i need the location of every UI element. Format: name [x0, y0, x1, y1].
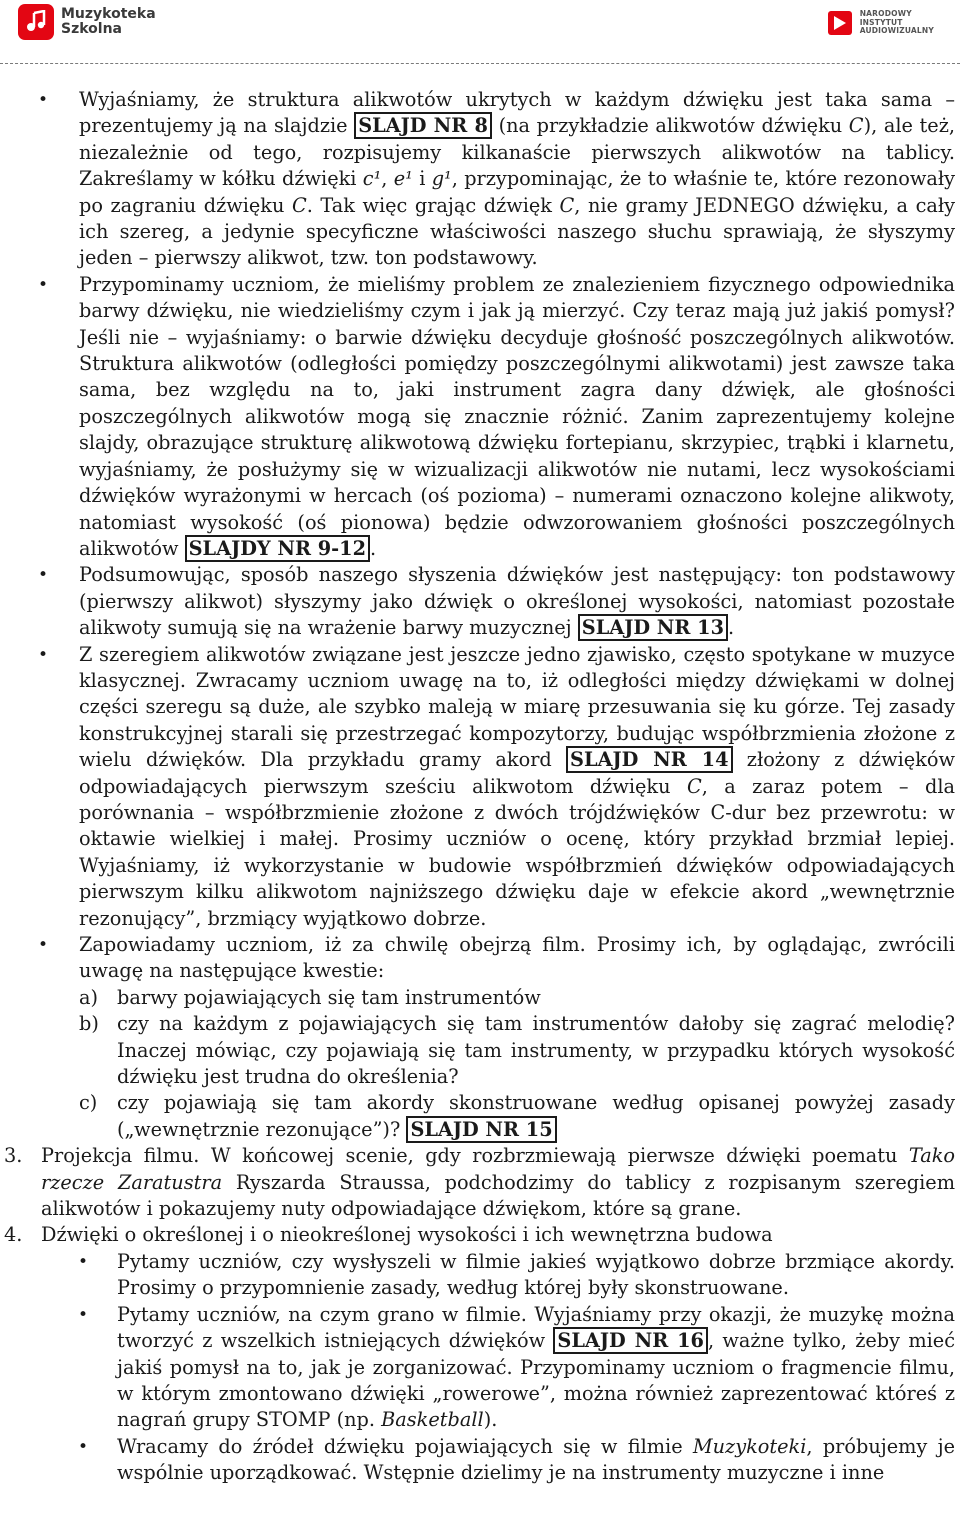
list-item-a: a) barwy pojawiających się tam instrumentów [79, 985, 541, 1009]
partner-line1: NARODOWY [859, 9, 912, 18]
bullet-paragraph-5: • Zapowiadamy uczniom, iż za chwilę obejrzą film. Prosimy ich, by oglądając, zwrócili uwagę na następujące kwestie: [0, 932, 960, 985]
play-icon [828, 11, 852, 35]
bullet-paragraph-4: • Z szeregiem alikwotów związane jest jeszcze jedno zjawisko, często spotykane w muzyce klasycznej. Zwracamy uczniom uwagę na to, iż odległości między dźwiękami w dolnej części szeregu są duże, ale szybko maleją w miarę przesuwania się ku górze. Tej zasady konstrukcyjnej starali się przestrzegać kompozytorzy, budując współbrzmienia złożone z wielu dźwięków. Dla przykładu gramy akord SLAJD NR 14 złożony z dźwięków odpowiadających pierwszym sześciu alikwotom dźwięku C, a zaraz potem – dla porównania – współbrzmienie złożone z dwóch trójdźwięków C-dur bez przewrotu: w oktawie wielkiej i małej. Prosimy uczniów o ocenę, który przykład brzmiał lepiej. Wyjaśniamy, iż wykorzystanie w budowie współbrzmień dźwięków odpowiadających pierwszym kilku alikwotom najniższego dźwięku daje w efekcie akord „wewnętrznie rezonujący”, brzmiący wyjątkowo dobrze. [0, 642, 960, 932]
page-header [0, 0, 960, 62]
sub-bullet-2: • Pytamy uczniów, na czym grano w filmie. Wyjaśniamy przy okazji, że muzykę można tworzyć z wszelkich istniejących dźwięków SLAJD NR 16 , ważne tylko, żeby mieć jakiś pomysł na to, jak je zorganizować. Przypominamy uczniom o fragmencie filmu, w którym zmontowano dźwięki „rowerowe”, można również zaprezentować któreś z nagrań grupy STOMP (np. Basketball). [0, 1302, 960, 1434]
nina-logo[interactable] [828, 10, 934, 36]
bullet-paragraph-2: • Przypominamy uczniom, że mieliśmy problem ze znalezieniem fizycznego odpowiednika barwy dźwięku, nie wiedzieliśmy czym i jak ją mierzyć. Czy teraz mają już jakiś pomysł? Jeśli nie – wyjaśniamy: o barwie dźwięku decyduje głośność poszczególnych alikwotów. Struktura alikwotów (odległości pomiędzy poszczególnymi alikwotami) jest zawsze taka sama, bez względu na to, jaki instrument zagra dany dźwięk, ale głośności poszczególnych alikwotów mogą się znacznie różnić. Zanim zaprezentujemy kolejne slajdy, obrazujące strukturę alikwotową dźwięku fortepianu, skrzypiec, trąbki i klarnetu, wyjaśniamy, że posłużymy się w wizualizacji alikwotów nie nutami, lecz wysokościami dźwięków wyrażonymi w hercach (oś pozioma) – numerami oznaczono kolejne alikwoty, natomiast wysokość (oś pionowa) będzie odwzorowaniem głośności poszczególnych alikwotów SLAJDY NR 9-12 . [0, 272, 960, 562]
slide-ref-15: SLAJD NR 15 [406, 1116, 556, 1143]
numbered-item-4: 4. Dźwięki o określonej i o nieokreślonej wysokości i ich wewnętrzna budowa [4, 1223, 773, 1247]
slide-ref-13: SLAJD NR 13 [578, 614, 728, 641]
document-body [0, 87, 960, 1487]
slide-ref-14: SLAJD NR 14 [566, 746, 732, 773]
muzykoteka-logo[interactable] [18, 4, 156, 40]
numbered-item-3: 3. Projekcja filmu. W końcowej scenie, gdy rozbrzmiewają pierwsze dźwięki poematu Tako rzecze Zaratustra Ryszarda Straussa, podchodzimy do tablicy z rozpisanym szeregiem alikwotów i pokazujemy nuty odpowiadające dźwiękom, które są grane. [4, 1144, 955, 1221]
logo-line2: Szkolna [61, 21, 122, 37]
partner-line2: INSTYTUT [859, 17, 903, 27]
sub-bullet-1: • Pytamy uczniów, czy wysłyszeli w filmie jakieś wyjątkowo dobrze brzmiące akordy. Prosimy o przypomnienie zasady, według której były skonstruowane. [0, 1249, 960, 1302]
list-item-c: c) czy pojawiają się tam akordy skonstruowane według opisanej powyżej zasady („wewnętrznie rezonujące”)? SLAJD NR 15 [79, 1091, 955, 1141]
sub-bullet-3: • Wracamy do źródeł dźwięku pojawiających się w filmie Muzykoteki, próbujemy je wspólnie uporządkować. Wstępnie dzielimy je na instrumenty muzyczne i inne [0, 1434, 960, 1487]
bullet-paragraph-1: • Wyjaśniamy, że struktura alikwotów ukrytych w każdym dźwięku jest taka sama – prezentujemy ją na slajdzie SLAJD NR 8 (na przykładzie alikwotów dźwięku C), ale też, niezależnie od tego, rozpisujemy kilkanaście pierwszych alikwotów na tablicy. Zakreślamy w kółku dźwięki c¹, e¹ i g¹, przypominając, że to właśnie te, które rezonowały po zagraniu dźwięku C. Tak więc grając dźwięk C, nie gramy JEDNEGO dźwięku, a cały ich szereg, a jedynie specyficzne właściwości naszego słuchu sprawiają, że słyszymy jeden – pierwszy alikwot, tzw. ton podstawowy. [0, 87, 960, 272]
list-item-b: b) czy na każdym z pojawiających się tam instrumentów dałoby się zagrać melodię? Inaczej mówiąc, czy pojawiają się tam instrumenty, w przypadku których wysokość dźwięku jest trudna do określenia? [79, 1012, 955, 1089]
header-divider [0, 63, 960, 64]
slide-ref-8: SLAJD NR 8 [354, 112, 492, 139]
partner-line3: AUDIOWIZUALNY [859, 26, 934, 35]
logo-line1: Muzykoteka [61, 6, 156, 22]
bullet-paragraph-3: • Podsumowując, sposób naszego słyszenia dźwięków jest następujący: ton podstawowy (pierwszy alikwot) słyszymy jako dźwięk o określonej wysokości, natomiast pozostałe alikwoty sumują się na wrażenie barwy muzycznej SLAJD NR 13 . [0, 562, 960, 641]
slide-ref-16: SLAJD NR 16 [553, 1327, 708, 1354]
music-note-icon [18, 4, 54, 40]
slide-ref-9-12: SLAJDY NR 9-12 [185, 535, 370, 562]
